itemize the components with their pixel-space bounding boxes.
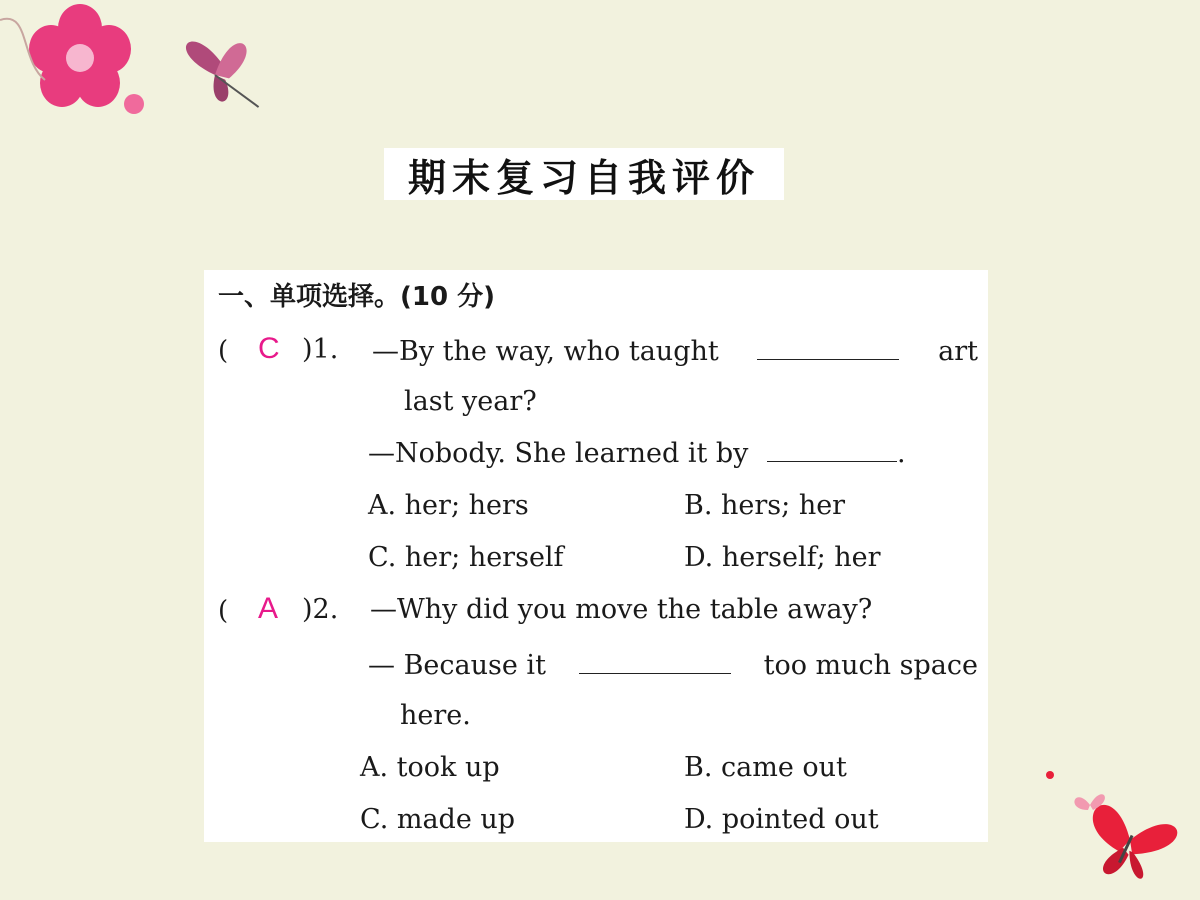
answer-paren-open: ( bbox=[218, 336, 229, 366]
answer-blank bbox=[579, 672, 731, 674]
question-1-line-2: last year? bbox=[404, 386, 537, 417]
option-c: C. her; herself bbox=[368, 542, 564, 573]
question-1-response bbox=[368, 440, 906, 467]
flower-decoration-icon bbox=[0, 0, 300, 150]
question-panel bbox=[204, 270, 988, 842]
question-1-text-end: art bbox=[938, 336, 978, 367]
response-2-text-end: too much space bbox=[763, 650, 978, 681]
question-number-2: )2. bbox=[302, 594, 339, 625]
option-d: D. pointed out bbox=[684, 804, 879, 835]
response-1-text: —Nobody. She learned it by bbox=[368, 438, 749, 469]
answer-1: C bbox=[258, 332, 280, 365]
option-a: A. took up bbox=[360, 752, 500, 783]
option-c: C. made up bbox=[360, 804, 516, 835]
question-number-1: )1. bbox=[302, 334, 339, 365]
response-1-end: . bbox=[897, 438, 906, 469]
question-2-line-1: —Why did you move the table away? bbox=[370, 594, 873, 625]
response-2-text: — Because it bbox=[368, 650, 546, 681]
answer-paren-open: ( bbox=[218, 596, 229, 626]
answer-blank bbox=[757, 358, 899, 360]
question-2-response bbox=[368, 650, 978, 681]
butterfly-decoration-icon bbox=[1030, 760, 1200, 900]
question-2-line-2: here. bbox=[400, 700, 471, 731]
page-title: 期末复习自我评价 bbox=[384, 148, 784, 200]
answer-blank bbox=[767, 460, 897, 462]
option-b: B. hers; her bbox=[684, 490, 846, 521]
option-d: D. herself; her bbox=[684, 542, 881, 573]
section-heading: 一、单项选择。(10 分) bbox=[218, 282, 495, 312]
question-1-line-1 bbox=[372, 336, 978, 367]
question-1-text: —By the way, who taught bbox=[372, 336, 719, 367]
option-a: A. her; hers bbox=[368, 490, 529, 521]
option-b: B. came out bbox=[684, 752, 847, 783]
answer-2: A bbox=[258, 592, 279, 625]
